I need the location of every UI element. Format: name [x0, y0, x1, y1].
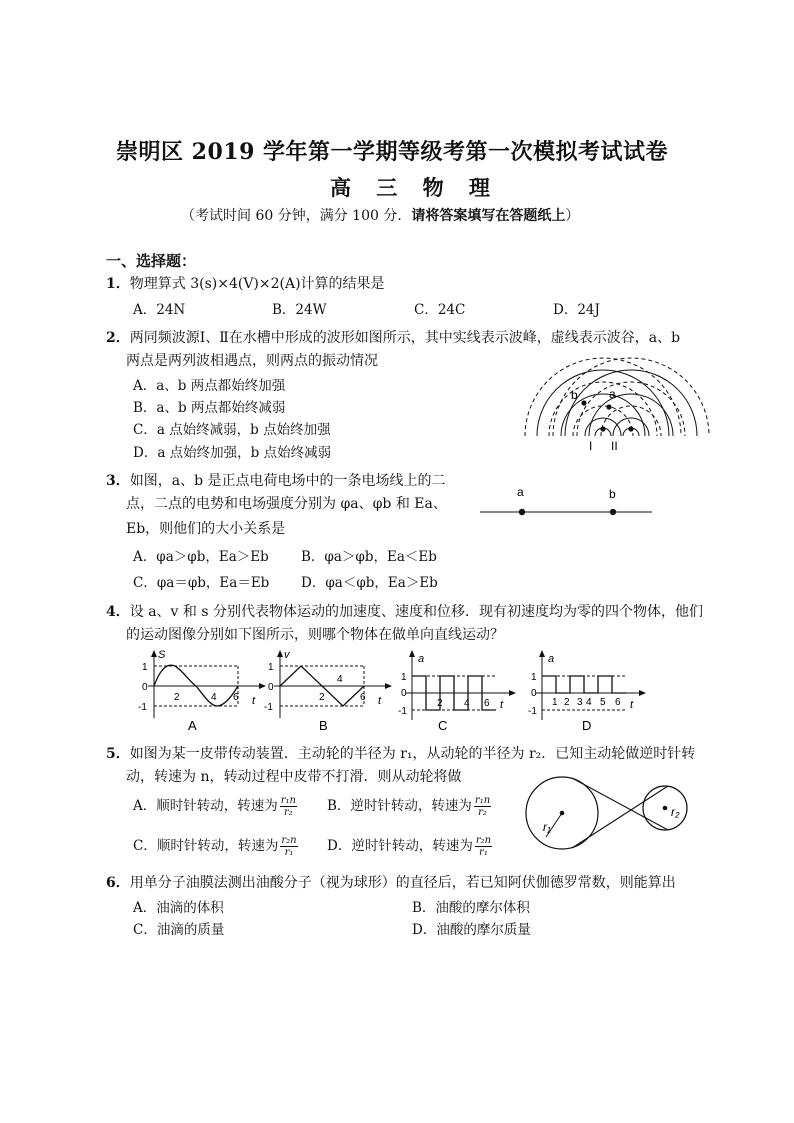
wave-source-2: [628, 426, 633, 431]
fraction: [474, 795, 491, 818]
question-text: 如图为某一皮带传动装置．主动轮的半径为 r₁，从动轮的半径为 r₂．已知主动轮做逆时针转: [129, 746, 696, 762]
q6-option-c: C．油滴的质量: [133, 922, 225, 938]
q1-option-b: B．24W: [272, 302, 327, 318]
graph-b: [264, 648, 394, 734]
question-4: [106, 601, 703, 621]
q5-option-b: [327, 794, 491, 818]
q3-option-c: C．φa＝φb，Ea＝Eb: [133, 575, 270, 591]
question-text: 物理算式 3(s)×4(V)×2(A)计算的结果是: [129, 276, 385, 292]
question-4-line2: 的运动图像分别如下图所示，则哪个物体在做单向直线运动？: [126, 627, 504, 643]
fraction-denominator: r₁: [479, 847, 488, 858]
x-tick-2: 2: [564, 697, 570, 708]
y-tick-1: 1: [268, 662, 274, 673]
belt-drive-figure: [515, 775, 695, 865]
y-tick-0: 0: [142, 682, 148, 693]
y-tick-neg1: -1: [138, 702, 147, 713]
y-tick-neg1: -1: [398, 706, 407, 717]
y-tick-0: 0: [401, 688, 407, 699]
x-tick-4: 4: [211, 692, 217, 703]
exam-title: 崇明区 2019 学年第一学期等级考第一次模拟考试试卷: [116, 139, 669, 165]
point-a: [519, 509, 525, 515]
fraction: [280, 795, 297, 818]
fraction-denominator: r₂: [283, 807, 293, 818]
q3-option-b: B．φa＞φb，Ea＜Eb: [301, 549, 437, 565]
x-tick-6: 6: [484, 698, 490, 709]
question-number: 5．: [106, 746, 130, 762]
exam-note-suffix: ）: [565, 208, 580, 224]
x-axis-label: t: [500, 699, 504, 711]
x-tick-2: 2: [437, 698, 443, 709]
question-6: [106, 872, 676, 892]
label-source-2: II: [611, 439, 618, 453]
q5-option-d: [327, 834, 492, 858]
label-a: a: [609, 387, 616, 401]
x-tick-6: 6: [233, 692, 239, 703]
x-tick-2: 2: [319, 692, 325, 703]
fraction-numerator: r₂n: [281, 835, 297, 846]
question-number: 6．: [106, 875, 130, 891]
graph-c: [396, 648, 520, 734]
fraction: [475, 835, 492, 858]
fraction-numerator: r₁n: [280, 795, 296, 806]
question-text: 设 a、v 和 s 分别代表物体运动的加速度、速度和位移．现有初速度均为零的四个物体，他们: [129, 604, 703, 620]
exam-note-bold: 请将答案填写在答题纸上: [411, 208, 566, 224]
question-number: 2．: [106, 330, 130, 346]
x-tick-2: 2: [174, 692, 180, 703]
q1-option-d: D．24J: [553, 302, 600, 318]
x-tick-4: 4: [586, 697, 592, 708]
question-3: [106, 470, 446, 490]
y-tick-0: 0: [531, 688, 537, 699]
q6-option-d: D．油酸的摩尔质量: [412, 922, 531, 938]
q1-option-a: A．24N: [133, 302, 186, 318]
y-axis-label: a: [418, 653, 425, 665]
fraction-numerator: r₂n: [475, 835, 492, 846]
q2-option-a: A．a、b 两点都始终加强: [133, 378, 286, 394]
exam-note-prefix: （考试时间 60 分钟，满分 100 分．: [181, 208, 412, 224]
q2-option-c: C．a 点始终减弱，b 点始终加强: [133, 422, 331, 438]
question-3-line3: Eb，则他们的大小关系是: [126, 521, 286, 537]
point-b: [610, 509, 616, 515]
graph-caption: D: [582, 718, 592, 733]
graph-caption: C: [438, 718, 448, 733]
q1-option-c: C．24C: [414, 302, 466, 318]
option-text: A．顺时针转动，转速为: [133, 798, 278, 814]
point-a: [606, 404, 611, 409]
section-title: 一、选择题：: [106, 252, 197, 270]
wave-interference-figure: [515, 368, 695, 460]
x-tick-4: 4: [464, 698, 470, 709]
option-text: C．顺时针转动，转速为: [133, 838, 279, 854]
option-text: D．逆时针转动，转速为: [327, 838, 473, 854]
label-b: b: [571, 388, 578, 402]
graph-a: [138, 648, 268, 734]
question-number: 3．: [106, 473, 130, 489]
question-number: 4．: [106, 604, 130, 620]
label-a: a: [517, 485, 524, 499]
q2-option-d: D．a 点始终加强，b 点始终减弱: [133, 445, 332, 461]
q5-option-a: [133, 794, 297, 818]
question-text: 如图，a、b 是正点电荷电场中的一条电场线上的二: [129, 473, 446, 489]
x-tick-3: 3: [577, 697, 583, 708]
y-tick-1: 1: [142, 662, 148, 673]
x-tick-6: 6: [615, 697, 621, 708]
electric-field-line-figure: [480, 480, 660, 525]
x-axis-label: t: [252, 695, 256, 707]
option-text: B．逆时针转动，转速为: [327, 798, 472, 814]
x-tick-4: 4: [337, 674, 343, 685]
question-5: [106, 743, 695, 763]
question-1: [106, 273, 385, 293]
q6-option-b: B．油酸的摩尔体积: [412, 900, 530, 916]
x-axis-label: t: [378, 695, 382, 707]
wave-source-1: [600, 426, 605, 431]
fraction-denominator: r₂: [478, 807, 487, 818]
y-axis-label: a: [548, 653, 555, 665]
q6-option-a: A．油滴的体积: [133, 900, 224, 916]
q3-option-a: A．φa＞φb，Ea＞Eb: [133, 549, 269, 565]
y-tick-1: 1: [401, 672, 407, 683]
question-2-line2: 两点是两列波相遇点，则两点的振动情况: [126, 353, 378, 369]
fraction: [280, 835, 297, 858]
q3-option-d: D．φa＜φb，Ea＞Eb: [301, 575, 438, 591]
label-r1: r₁: [543, 820, 551, 834]
label-r2: r₂: [671, 805, 680, 819]
x-tick-1: 1: [552, 697, 558, 708]
y-tick-neg1: -1: [264, 702, 273, 713]
fraction-denominator: r₁: [284, 847, 294, 858]
subject-title: 高 三 物 理: [330, 175, 499, 200]
graph-caption: B: [319, 718, 328, 733]
point-b: [581, 400, 586, 405]
question-number: 1．: [106, 276, 130, 292]
y-axis-label: v: [284, 649, 290, 661]
y-tick-neg1: -1: [528, 706, 537, 717]
label-source-1: I: [589, 439, 593, 453]
x-axis-label: t: [630, 699, 634, 711]
question-2: [106, 327, 680, 347]
q2-option-b: B．a、b 两点都始终减弱: [133, 400, 286, 416]
graph-d: [526, 648, 650, 734]
x-tick-6: 6: [360, 692, 366, 703]
question-text: 两同频波源Ⅰ、Ⅱ在水槽中形成的波形如图所示，其中实线表示波峰，虚线表示波谷，a、b: [129, 330, 681, 346]
question-text: 用单分子油膜法测出油酸分子（视为球形）的直径后，若已知阿伏伽德罗常数，则能算出: [129, 875, 676, 891]
label-b: b: [609, 487, 616, 501]
y-axis-label: S: [158, 649, 166, 661]
q5-option-c: [133, 834, 298, 858]
question-3-line2: 点，二点的电势和电场强度分别为 φa、φb 和 Ea、: [126, 496, 447, 512]
question-5-line2: 动，转速为 n，转动过程中皮带不打滑．则从动轮将做: [126, 769, 462, 785]
fraction-numerator: r₁n: [474, 795, 491, 806]
y-tick-1: 1: [531, 672, 537, 683]
y-tick-0: 0: [268, 682, 274, 693]
x-tick-5: 5: [600, 697, 606, 708]
graph-caption: A: [188, 718, 197, 733]
exam-note: [181, 205, 579, 225]
